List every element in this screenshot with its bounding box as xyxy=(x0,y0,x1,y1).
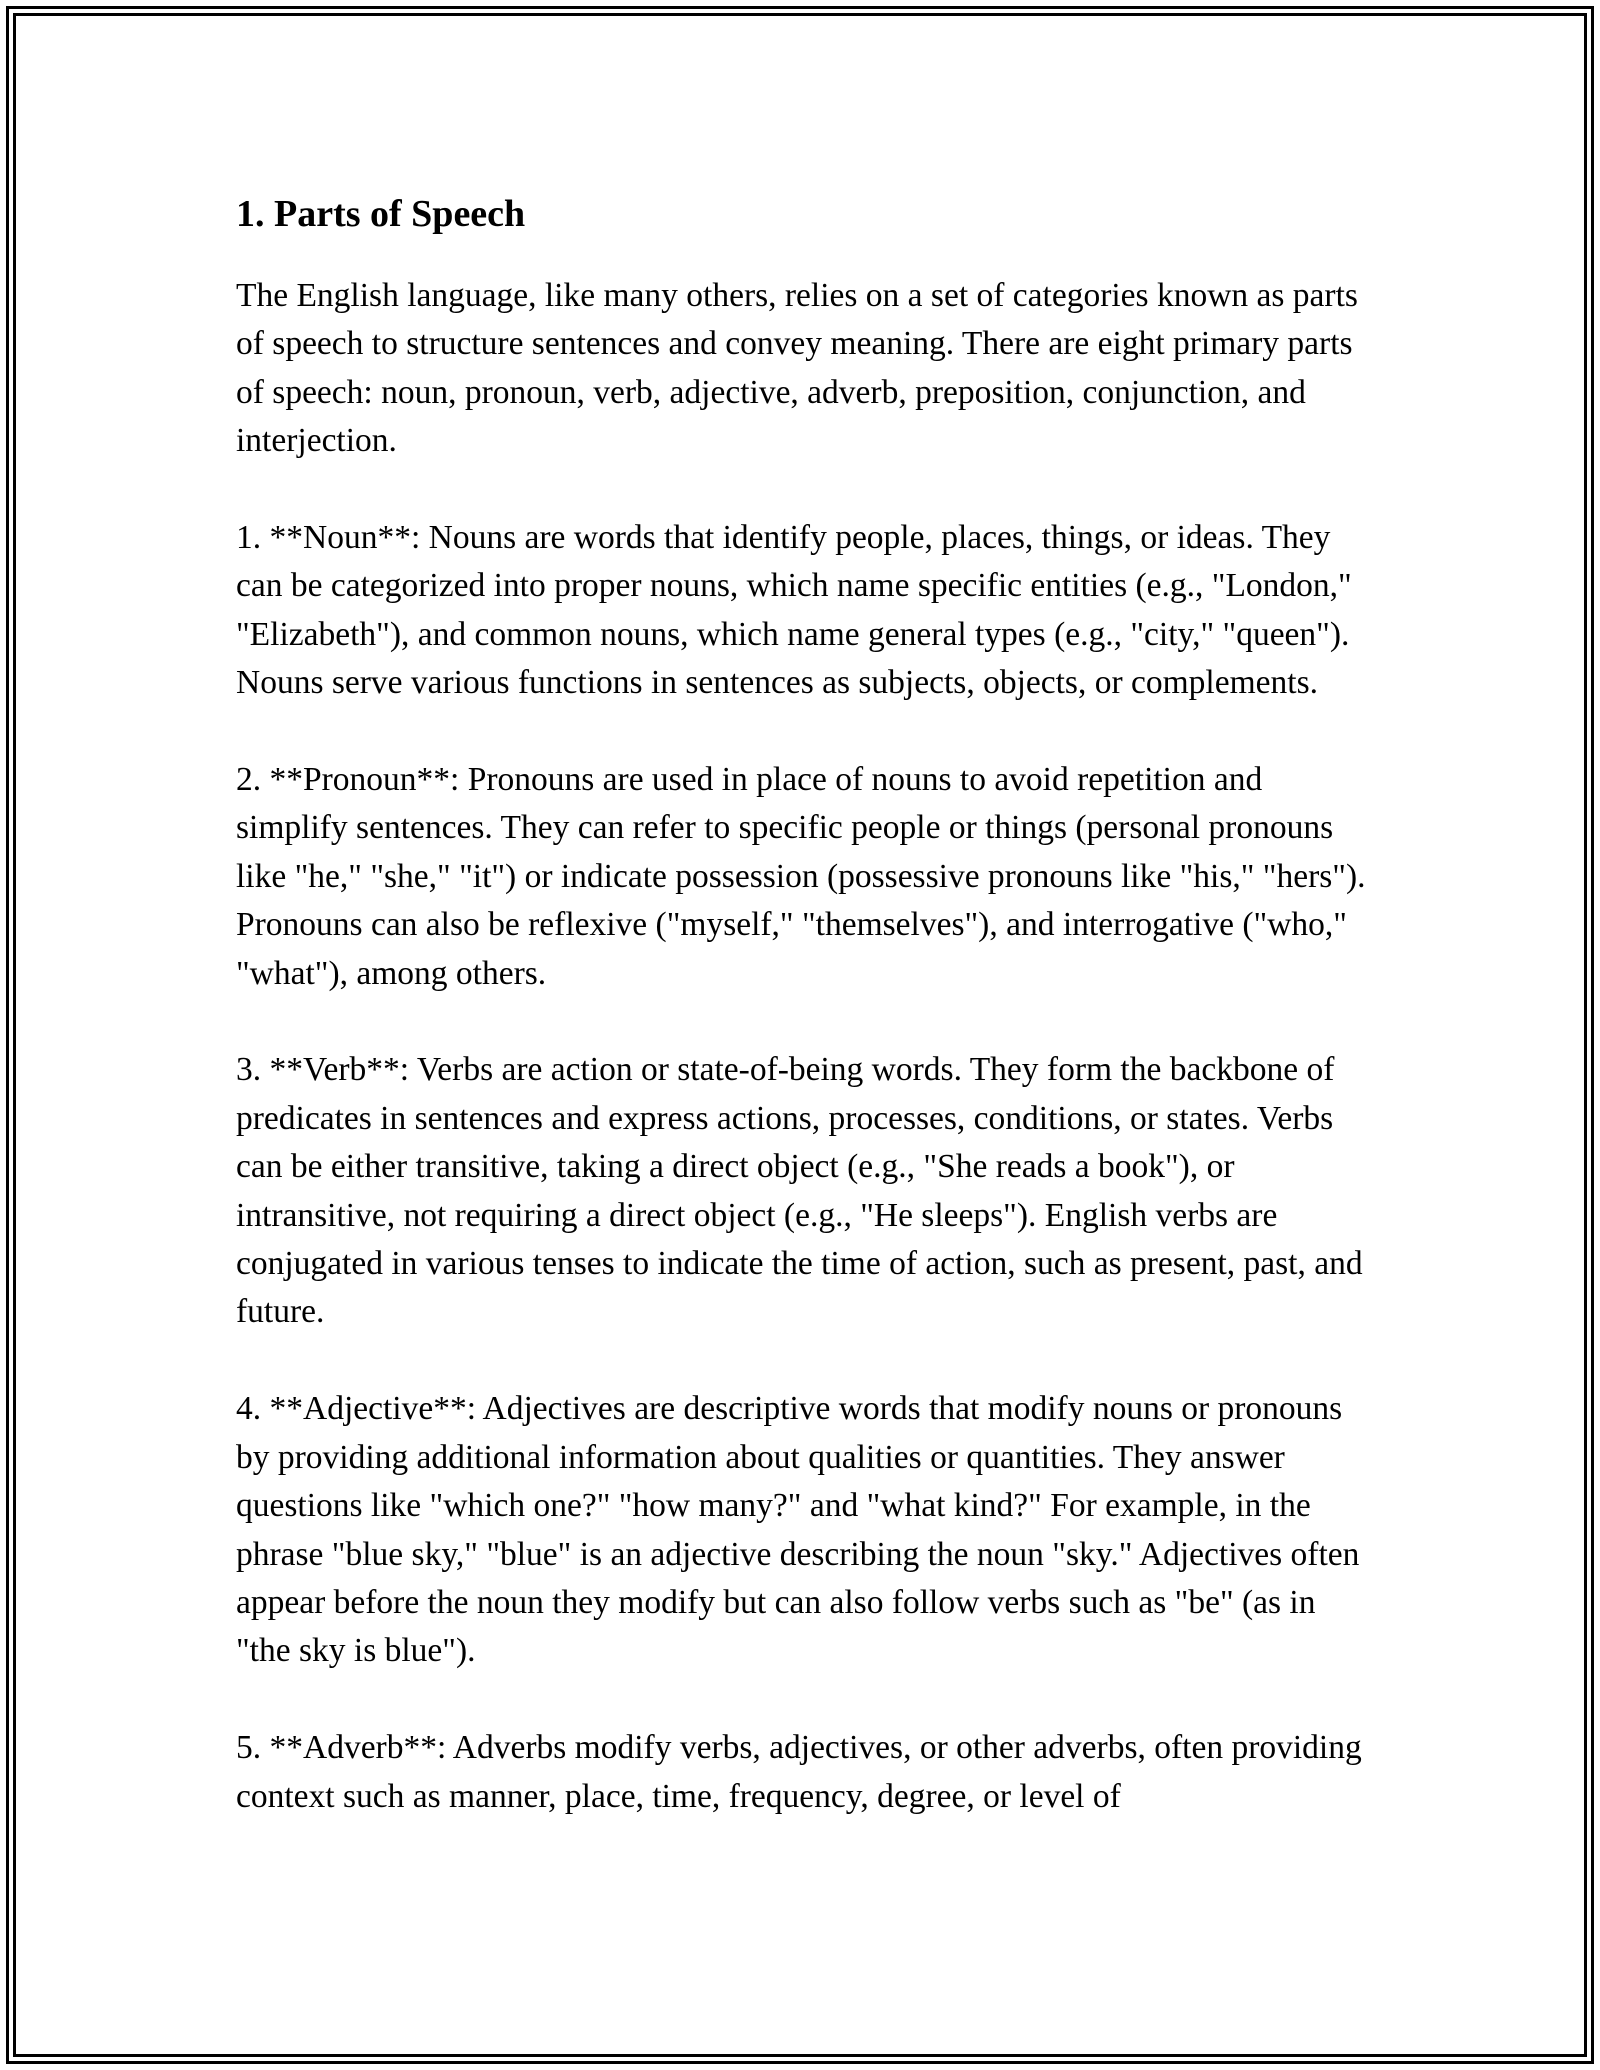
verb-paragraph: 3. **Verb**: Verbs are action or state-of-being words. They form the backbone of predicates in sentences and express actions, processes, conditions, or states. Verbs can be either transitive, taking a direct object (e.g., "She reads a book"), or intransitive, not requiring a direct object (e.g., "He sleeps"). English verbs are conjugated in various tenses to indicate the time of action, such as present, past, and future. xyxy=(236,1051,1363,1331)
adjective-paragraph: 4. **Adjective**: Adjectives are descriptive words that modify nouns or pronouns by providing additional information about qualities or quantities. They answer questions like "which one?" "how many?" and "what kind?" For example, in the phrase "blue sky," "blue" is an adjective describing the noun "sky." Adjectives often appear before the noun they modify but can also follow verbs such as "be" (as in "the sky is blue"). xyxy=(236,1390,1360,1670)
section-heading: 1. Parts of Speech xyxy=(236,193,526,235)
document-page xyxy=(236,188,1376,1869)
pronoun-paragraph: 2. **Pronoun**: Pronouns are used in place of nouns to avoid repetition and simplify sentences. They can refer to specific people or things (personal pronouns like "he," "she," "it") or indicate possession (possessive pronouns like "his," "hers"). Pronouns can also be reflexive ("myself," "themselves"), and interrogative ("who," "what"), among others. xyxy=(236,761,1366,992)
adverb-paragraph: 5. **Adverb**: Adverbs modify verbs, adjectives, or other adverbs, often providing context such as manner, place, time, frequency, degree, or level of xyxy=(236,1729,1362,1815)
noun-paragraph: 1. **Noun**: Nouns are words that identify people, places, things, or ideas. They can be categorized into proper nouns, which name specific entities (e.g., "London," "Elizabeth"), and common nouns, which name general types (e.g., "city," "queen"). Nouns serve various functions in sentences as subjects, objects, or complements. xyxy=(236,519,1352,702)
intro-paragraph: The English language, like many others, relies on a set of categories known as parts of speech to structure sentences and convey meaning. There are eight primary parts of speech: noun, pronoun, verb, adjective, adverb, preposition, conjunction, and interjection. xyxy=(236,277,1358,460)
